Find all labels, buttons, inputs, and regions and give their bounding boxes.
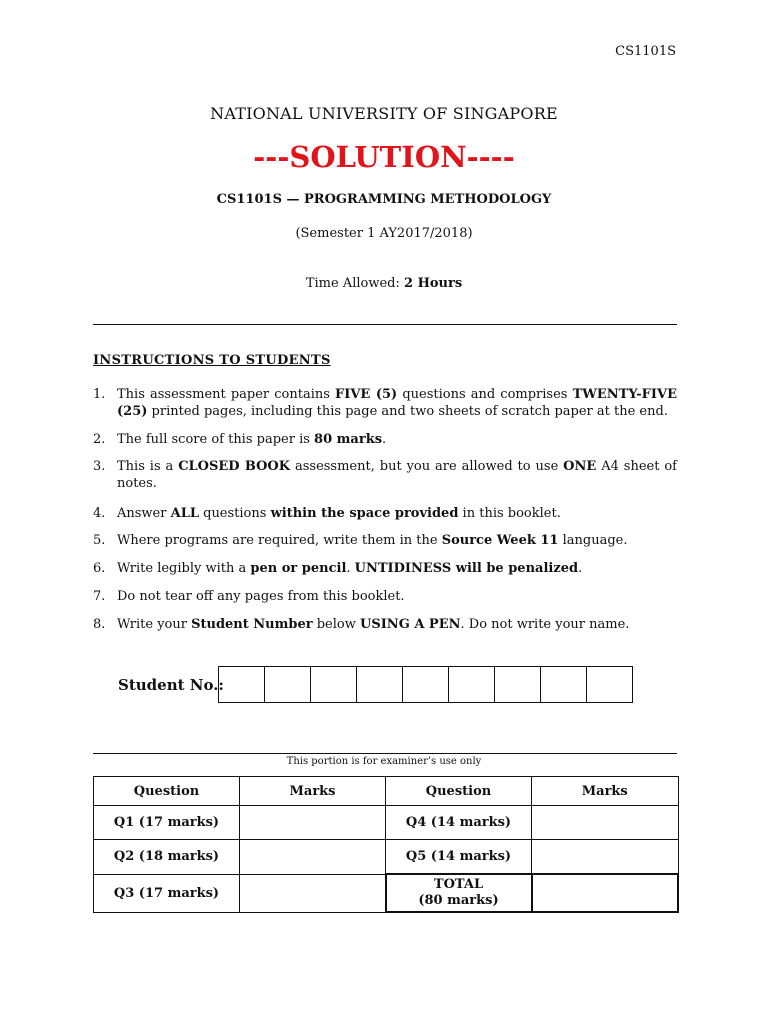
instruction-part: The full score of this paper is (117, 432, 315, 447)
instruction-part: This assessment paper contains (117, 387, 336, 402)
total-cell (386, 874, 532, 912)
instruction-part: Do not tear off any pages from this booklet. (117, 589, 405, 604)
marks-cell[interactable] (240, 840, 386, 875)
instruction-emphasis: Source Week 11 (441, 533, 559, 548)
total-label: TOTAL (433, 877, 484, 892)
student-digit-box[interactable] (264, 666, 311, 703)
student-no-label: Student No.: (118, 676, 224, 694)
header-marks: Marks (532, 777, 679, 806)
instruction-part: . Do not write your name. (460, 617, 630, 632)
instruction-part: Where programs are required, write them in the (117, 533, 442, 548)
instruction-part: Write your (117, 617, 192, 632)
instructions-heading: INSTRUCTIONS TO STUDENTS (93, 353, 331, 368)
question-cell: Q2 (18 marks) (94, 840, 240, 875)
question-cell: Q4 (14 marks) (386, 806, 532, 840)
instruction-part: . (578, 561, 583, 576)
time-allowed-value: 2 Hours (404, 276, 463, 291)
instruction-emphasis: 80 marks (314, 432, 383, 447)
instruction-part: questions (198, 506, 271, 521)
instruction-number: 5. (93, 533, 106, 548)
total-marks-cell[interactable] (532, 874, 679, 912)
instruction-item (93, 458, 677, 492)
instruction-item (93, 588, 677, 605)
table-row (94, 874, 679, 912)
instruction-item (93, 386, 677, 420)
solution-label: ---SOLUTION---- (253, 140, 515, 174)
marks-cell[interactable] (240, 806, 386, 840)
instruction-emphasis: pen or pencil (250, 561, 347, 576)
instruction-number: 6. (93, 561, 106, 576)
course-code-header: CS1101S (615, 44, 676, 59)
marks-cell[interactable] (532, 806, 679, 840)
instruction-number: 2. (93, 432, 106, 447)
student-digit-box[interactable] (218, 666, 265, 703)
header-question: Question (386, 777, 532, 806)
instruction-emphasis: USING A PEN (360, 617, 461, 632)
instruction-part: questions and comprises (397, 387, 573, 402)
total-marks-sub: (80 marks) (418, 893, 499, 908)
instruction-emphasis: FIVE (5) (335, 387, 398, 402)
instruction-number: 1. (93, 387, 106, 402)
instruction-number: 7. (93, 589, 106, 604)
header-question: Question (94, 777, 240, 806)
student-digit-box[interactable] (494, 666, 541, 703)
student-number-boxes (219, 666, 633, 703)
instruction-text (117, 532, 677, 549)
header-marks: Marks (240, 777, 386, 806)
time-allowed (0, 276, 768, 291)
instruction-emphasis: UNTIDINESS will be penalized (354, 561, 579, 576)
examiner-note: This portion is for examiner’s use only (286, 756, 482, 767)
table-row (94, 840, 679, 875)
instruction-part: language. (558, 533, 628, 548)
question-cell: Q5 (14 marks) (386, 840, 532, 875)
instruction-part: printed pages, including this page and two sheets of scratch paper at the end. (147, 404, 668, 419)
student-digit-box[interactable] (402, 666, 449, 703)
instruction-text (117, 616, 677, 633)
instruction-part: in this booklet. (458, 506, 561, 521)
instruction-number: 8. (93, 617, 106, 632)
instruction-item (93, 431, 677, 448)
question-cell: Q3 (17 marks) (94, 874, 240, 912)
table-header-row (94, 777, 679, 806)
instruction-emphasis: ONE (563, 459, 597, 474)
question-cell: Q1 (17 marks) (94, 806, 240, 840)
instruction-part: A4 sheet of notes. (117, 459, 677, 491)
instruction-item (93, 505, 677, 522)
student-digit-box[interactable] (448, 666, 495, 703)
instruction-number: 3. (93, 459, 106, 474)
table-row (94, 806, 679, 840)
instruction-item (93, 560, 677, 577)
instruction-emphasis: CLOSED BOOK (178, 459, 291, 474)
instruction-text (117, 588, 677, 605)
student-digit-box[interactable] (356, 666, 403, 703)
instruction-emphasis: Student Number (191, 617, 313, 632)
instruction-part: assessment, but you are allowed to use (290, 459, 564, 474)
university-name: NATIONAL UNIVERSITY OF SINGAPORE (210, 104, 558, 123)
marks-table (93, 776, 679, 913)
instruction-emphasis: within the space provided (270, 506, 459, 521)
instruction-number: 4. (93, 506, 106, 521)
marks-cell[interactable] (532, 840, 679, 875)
instruction-text (117, 560, 677, 577)
instruction-text (117, 431, 677, 448)
marks-cell[interactable] (240, 874, 386, 912)
header-divider (93, 324, 677, 325)
instruction-text (117, 386, 677, 420)
student-digit-box[interactable] (586, 666, 633, 703)
instruction-part: Answer (117, 506, 171, 521)
instruction-part: Write legibly with a (117, 561, 251, 576)
instruction-emphasis: ALL (170, 506, 199, 521)
instruction-text (117, 505, 677, 522)
student-digit-box[interactable] (540, 666, 587, 703)
instruction-part: below (312, 617, 360, 632)
course-title: CS1101S — PROGRAMMING METHODOLOGY (216, 192, 552, 207)
instruction-text (117, 458, 677, 492)
student-digit-box[interactable] (310, 666, 357, 703)
examiner-divider (93, 753, 677, 754)
instruction-item (93, 616, 677, 633)
instruction-emphasis: TWENTY-FIVE (25) (117, 387, 677, 419)
time-allowed-label: Time Allowed: (305, 276, 404, 291)
instruction-part: . (382, 432, 387, 447)
instruction-item (93, 532, 677, 549)
semester-info: (Semester 1 AY2017/2018) (295, 226, 473, 241)
instruction-part: This is a (117, 459, 179, 474)
instruction-part: . (346, 561, 355, 576)
